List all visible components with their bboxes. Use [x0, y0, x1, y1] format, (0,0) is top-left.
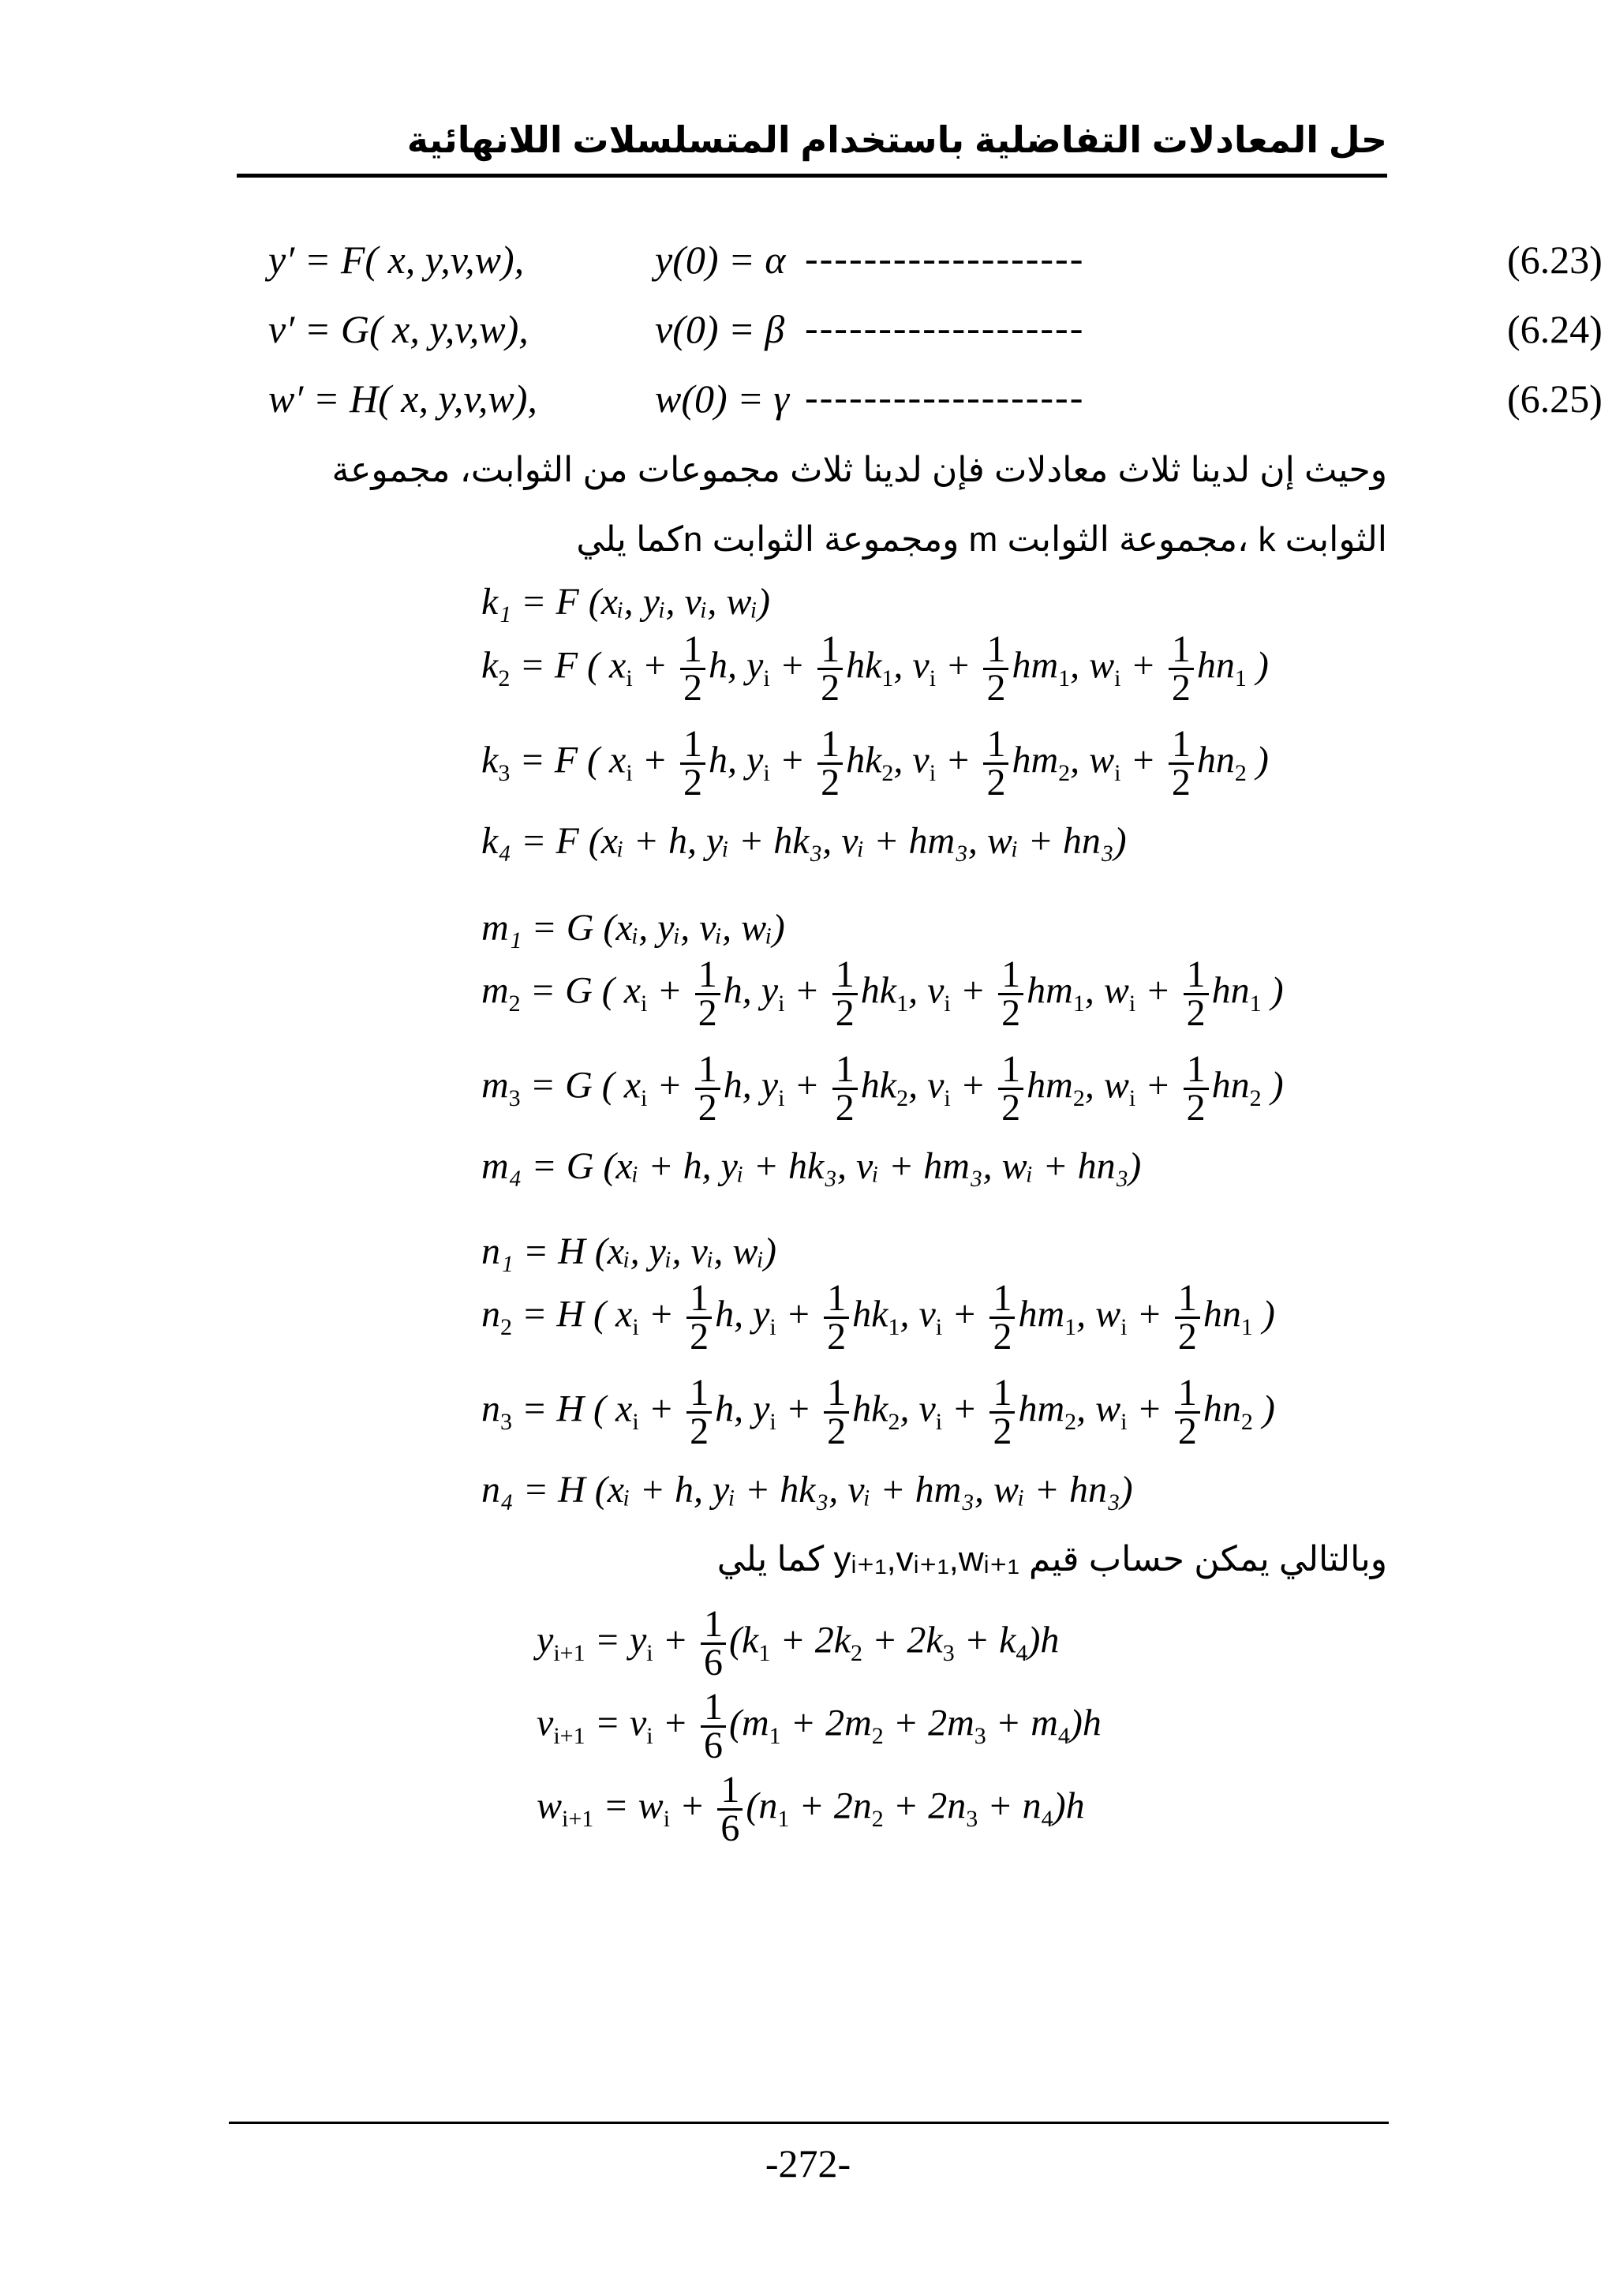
- eq-n4: n₄ = H (xᵢ + h, yᵢ + hk₃, vᵢ + hm₃, wᵢ + hn₃): [481, 1469, 1133, 1511]
- eq-k2: $k_2 = F$ ( $x_i$ + $\frac{1}{2}$ h, $y_i$ + $\frac{1}{2}$ $hk_1$, $v_i$ + $\frac{1}{2}$ $hm_1$, $w_i$ + $\frac{1}{2}$ $hn_1$ ): [481, 628, 1269, 709]
- eq-n3: $n_3 = H$ ( $x_i$ + $\frac{1}{2}$ h, $y_i$ + $\frac{1}{2}$ $hk_2$, $v_i$ + $\frac{1}{2}$ $hm_2$, $w_i$ + $\frac{1}{2}$ $hn_2$ ): [481, 1372, 1275, 1452]
- ivp-3-dashes: -------------------: [805, 375, 1085, 419]
- paragraph-line-1: وحيث إن لدينا ثلاث معادلات فإن لدينا ثلاث مجموعات من الثوابت، مجموعة: [331, 451, 1387, 489]
- paragraph-line-3: وبالتالي يمكن حساب قيم yᵢ₊₁,vᵢ₊₁,wᵢ₊₁ كما يلي: [716, 1540, 1387, 1579]
- header-rule: [237, 174, 1387, 178]
- eq-n2: $n_2 = H$ ( $x_i$ + $\frac{1}{2}$ h, $y_i$ + $\frac{1}{2}$ $hk_1$, $v_i$ + $\frac{1}{2}$ $hm_1$, $w_i$ + $\frac{1}{2}$ $hn_1$ ): [481, 1277, 1275, 1358]
- running-header: حل المعادلات التفاضلية باستخدام المتسلسلات اللانهائية: [406, 119, 1387, 160]
- ivp-1-lhs: y′ = F( x, y,v,w),: [268, 238, 525, 282]
- eq-m2: $m_2 = G$ ( $x_i$ + $\frac{1}{2}$ h, $y_i$ + $\frac{1}{2}$ $hk_1$, $v_i$ + $\frac{1}{2}$ $hm_1$, $w_i$ + $\frac{1}{2}$ $hn_1$ ): [481, 953, 1284, 1034]
- eq-v-update: $v_{i+1} = v_i$ + $\frac{1}{6}$ $(m_1 + 2m_2 + 2m_3 + m_4)h$: [537, 1686, 1102, 1766]
- eq-m4: m₄ = G (xᵢ + h, yᵢ + hk₃, vᵢ + hm₃, wᵢ + hn₃): [481, 1145, 1142, 1187]
- eq-m1: m₁ = G (xᵢ, yᵢ, vᵢ, wᵢ): [481, 907, 785, 949]
- ivp-3-init: w(0) = γ: [655, 376, 790, 421]
- ivp-2-number: (6.24): [1507, 307, 1603, 351]
- footer-rule: [229, 2122, 1389, 2124]
- ivp-1-init: y(0) = α: [655, 238, 786, 282]
- eq-n1: n₁ = H (xᵢ, yᵢ, vᵢ, wᵢ): [481, 1230, 777, 1272]
- eq-k4: k₄ = F (xᵢ + h, yᵢ + hk₃, vᵢ + hm₃, wᵢ + hn₃): [481, 820, 1127, 862]
- eq-m3: $m_3 = G$ ( $x_i$ + $\frac{1}{2}$ h, $y_i$ + $\frac{1}{2}$ $hk_2$, $v_i$ + $\frac{1}{2}$ $hm_2$, $w_i$ + $\frac{1}{2}$ $hn_2$ ): [481, 1048, 1284, 1129]
- ivp-3-lhs: w′ = H( x, y,v,w),: [268, 376, 537, 421]
- ivp-2-lhs: v′ = G( x, y,v,w),: [268, 307, 529, 351]
- eq-k3: $k_3 = F$ ( $x_i$ + $\frac{1}{2}$ h, $y_i$ + $\frac{1}{2}$ $hk_2$, $v_i$ + $\frac{1}{2}$ $hm_2$, $w_i$ + $\frac{1}{2}$ $hn_2$ ): [481, 723, 1269, 803]
- page-number: -272-: [765, 2141, 851, 2186]
- paragraph-line-2: الثوابت k ،مجموعة الثوابت m ومجموعة الثوابت nكما يلي: [576, 520, 1387, 559]
- eq-y-update: $y_{i+1} = y_i$ + $\frac{1}{6}$ $(k_1 + 2k_2 + 2k_3 + k_4)h$: [537, 1603, 1060, 1684]
- eq-w-update: $w_{i+1} = w_i$ + $\frac{1}{6}$ $(n_1 + 2n_2 + 2n_3 + n_4)h$: [537, 1769, 1085, 1849]
- ivp-1-number: (6.23): [1507, 238, 1603, 282]
- ivp-2-dashes: -------------------: [805, 305, 1085, 350]
- ivp-3-number: (6.25): [1507, 376, 1603, 421]
- ivp-1-dashes: -------------------: [805, 236, 1085, 280]
- eq-k1: k₁ = F (xᵢ, yᵢ, vᵢ, wᵢ): [481, 581, 770, 623]
- ivp-2-init: v(0) = β: [655, 307, 785, 351]
